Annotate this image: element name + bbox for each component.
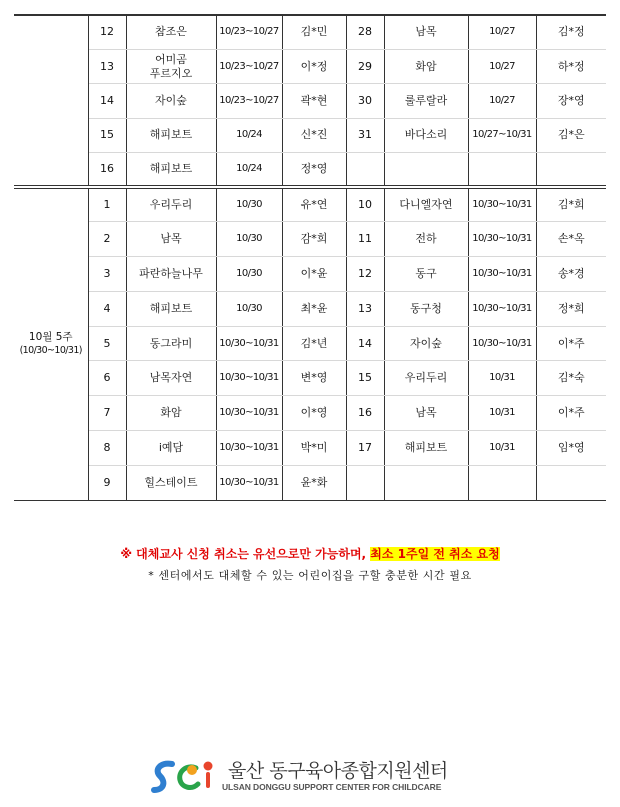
substitute-dates: 10/30~10/31 — [468, 187, 536, 222]
substitute-dates: 10/31 — [468, 431, 536, 466]
teacher-name: 이*주 — [536, 326, 606, 361]
teacher-name: 이*영 — [282, 396, 346, 431]
substitute-dates: 10/30 — [216, 187, 282, 222]
table-row — [14, 257, 606, 292]
entry-number: 28 — [346, 15, 384, 49]
teacher-name — [536, 153, 606, 187]
teacher-name: 김*년 — [282, 326, 346, 361]
entry-number: 6 — [88, 361, 126, 396]
teacher-name: 장*영 — [536, 84, 606, 118]
entry-number: 11 — [346, 222, 384, 257]
entry-number: 14 — [88, 84, 126, 118]
table-row — [14, 326, 606, 361]
center-name-english: ULSAN DONGGU SUPPORT CENTER FOR CHILDCARE — [222, 782, 442, 792]
daycare-name: 해피보트 — [126, 291, 216, 326]
substitute-dates: 10/30~10/31 — [216, 361, 282, 396]
entry-number: 15 — [346, 361, 384, 396]
center-logo-icon — [150, 756, 220, 796]
table-row — [14, 361, 606, 396]
daycare-name: 남목자연 — [126, 361, 216, 396]
teacher-name: 감*희 — [282, 222, 346, 257]
week-range: (10/30~10/31) — [19, 345, 82, 357]
entry-number: 9 — [88, 465, 126, 500]
daycare-name: 자이숲 — [384, 326, 468, 361]
entry-number: 12 — [88, 15, 126, 49]
teacher-name: 윤*화 — [282, 465, 346, 500]
daycare-name: 자이숲 — [126, 84, 216, 118]
teacher-name: 신*진 — [282, 118, 346, 152]
daycare-name: 힐스테이트 — [126, 465, 216, 500]
cancel-notice — [0, 545, 620, 562]
daycare-name: 남목 — [384, 15, 468, 49]
substitute-dates: 10/24 — [216, 153, 282, 187]
teacher-name: 이*정 — [282, 49, 346, 83]
teacher-name: 정*영 — [282, 153, 346, 187]
teacher-name: 김*숙 — [536, 361, 606, 396]
teacher-name: 박*미 — [282, 431, 346, 466]
entry-number: 4 — [88, 291, 126, 326]
entry-number: 5 — [88, 326, 126, 361]
cancel-notice-text: ※ 대체교사 신청 취소는 유선으로만 가능하며, — [120, 547, 371, 561]
table-row — [14, 153, 606, 187]
teacher-name: 김*희 — [536, 187, 606, 222]
footer-brand — [150, 756, 480, 798]
teacher-name: 최*윤 — [282, 291, 346, 326]
week-group-cell — [14, 187, 88, 500]
table-row — [14, 187, 606, 222]
daycare-name: 해피보트 — [384, 431, 468, 466]
entry-number: 7 — [88, 396, 126, 431]
table-row — [14, 15, 606, 49]
substitute-dates: 10/31 — [468, 361, 536, 396]
entry-number: 14 — [346, 326, 384, 361]
substitute-dates: 10/30~10/31 — [216, 326, 282, 361]
substitute-dates: 10/31 — [468, 396, 536, 431]
substitute-dates: 10/27 — [468, 15, 536, 49]
teacher-name: 이*윤 — [282, 257, 346, 292]
daycare-name: 남목 — [126, 222, 216, 257]
substitute-dates: 10/23~10/27 — [216, 49, 282, 83]
entry-number: 16 — [346, 396, 384, 431]
table-row — [14, 291, 606, 326]
cancel-notice-highlight: 최소 1주일 전 취소 요청 — [370, 547, 500, 561]
teacher-name: 임*영 — [536, 431, 606, 466]
teacher-name: 김*은 — [536, 118, 606, 152]
daycare-name: 남목 — [384, 396, 468, 431]
schedule-table — [14, 14, 606, 501]
substitute-dates: 10/24 — [216, 118, 282, 152]
substitute-dates — [468, 465, 536, 500]
daycare-name: 우리두리 — [126, 187, 216, 222]
table-row — [14, 396, 606, 431]
teacher-name: 곽*현 — [282, 84, 346, 118]
daycare-name: 동구 — [384, 257, 468, 292]
daycare-name — [384, 465, 468, 500]
substitute-dates: 10/30~10/31 — [468, 291, 536, 326]
entry-number: 8 — [88, 431, 126, 466]
table-row — [14, 465, 606, 500]
daycare-name: 우리두리 — [384, 361, 468, 396]
teacher-name — [536, 465, 606, 500]
teacher-name: 김*민 — [282, 15, 346, 49]
center-name-korean: 울산 동구육아종합지원센터 — [228, 760, 448, 782]
entry-number: 31 — [346, 118, 384, 152]
teacher-name: 변*영 — [282, 361, 346, 396]
substitute-dates: 10/30 — [216, 222, 282, 257]
substitute-dates: 10/23~10/27 — [216, 84, 282, 118]
entry-number: 10 — [346, 187, 384, 222]
teacher-name: 유*연 — [282, 187, 346, 222]
teacher-name: 이*주 — [536, 396, 606, 431]
entry-number: 30 — [346, 84, 384, 118]
table-row — [14, 118, 606, 152]
substitute-dates: 10/30 — [216, 257, 282, 292]
substitute-dates: 10/23~10/27 — [216, 15, 282, 49]
substitute-dates: 10/27 — [468, 49, 536, 83]
daycare-name: i예담 — [126, 431, 216, 466]
entry-number: 3 — [88, 257, 126, 292]
daycare-name: 화암 — [126, 396, 216, 431]
entry-number: 2 — [88, 222, 126, 257]
entry-number: 17 — [346, 431, 384, 466]
substitute-dates: 10/27~10/31 — [468, 118, 536, 152]
substitute-dates: 10/27 — [468, 84, 536, 118]
substitute-dates: 10/30~10/31 — [216, 431, 282, 466]
teacher-name: 하*정 — [536, 49, 606, 83]
daycare-name: 동그라미 — [126, 326, 216, 361]
daycare-name: 다니엘자연 — [384, 187, 468, 222]
substitute-dates: 10/30~10/31 — [468, 326, 536, 361]
substitute-dates — [468, 153, 536, 187]
table-row — [14, 49, 606, 83]
daycare-name — [384, 153, 468, 187]
entry-number: 16 — [88, 153, 126, 187]
teacher-name: 손*옥 — [536, 222, 606, 257]
entry-number: 12 — [346, 257, 384, 292]
cancel-notice-subtext: * 센터에서도 대체할 수 있는 어린이집을 구할 충분한 시간 필요 — [148, 569, 472, 582]
entry-number: 1 — [88, 187, 126, 222]
entry-number — [346, 153, 384, 187]
week-label: 10월 5주 — [28, 331, 73, 344]
entry-number — [346, 465, 384, 500]
teacher-name: 송*경 — [536, 257, 606, 292]
entry-number: 13 — [88, 49, 126, 83]
daycare-name: 해피보트 — [126, 153, 216, 187]
daycare-name: 바다소리 — [384, 118, 468, 152]
daycare-name: 화암 — [384, 49, 468, 83]
daycare-name: 해피보트 — [126, 118, 216, 152]
week-group-cell — [14, 15, 88, 187]
daycare-name: 동구청 — [384, 291, 468, 326]
table-row — [14, 222, 606, 257]
substitute-dates: 10/30~10/31 — [216, 396, 282, 431]
table-row — [14, 431, 606, 466]
entry-number: 13 — [346, 291, 384, 326]
teacher-name: 김*정 — [536, 15, 606, 49]
daycare-name: 어미곰 푸르지오 — [126, 49, 216, 83]
daycare-name: 룰루랄라 — [384, 84, 468, 118]
daycare-name: 참조은 — [126, 15, 216, 49]
substitute-dates: 10/30 — [216, 291, 282, 326]
substitute-dates: 10/30~10/31 — [216, 465, 282, 500]
substitute-dates: 10/30~10/31 — [468, 257, 536, 292]
teacher-name: 정*희 — [536, 291, 606, 326]
entry-number: 29 — [346, 49, 384, 83]
table-row — [14, 84, 606, 118]
daycare-name: 파란하늘나무 — [126, 257, 216, 292]
daycare-name: 전하 — [384, 222, 468, 257]
entry-number: 15 — [88, 118, 126, 152]
substitute-dates: 10/30~10/31 — [468, 222, 536, 257]
